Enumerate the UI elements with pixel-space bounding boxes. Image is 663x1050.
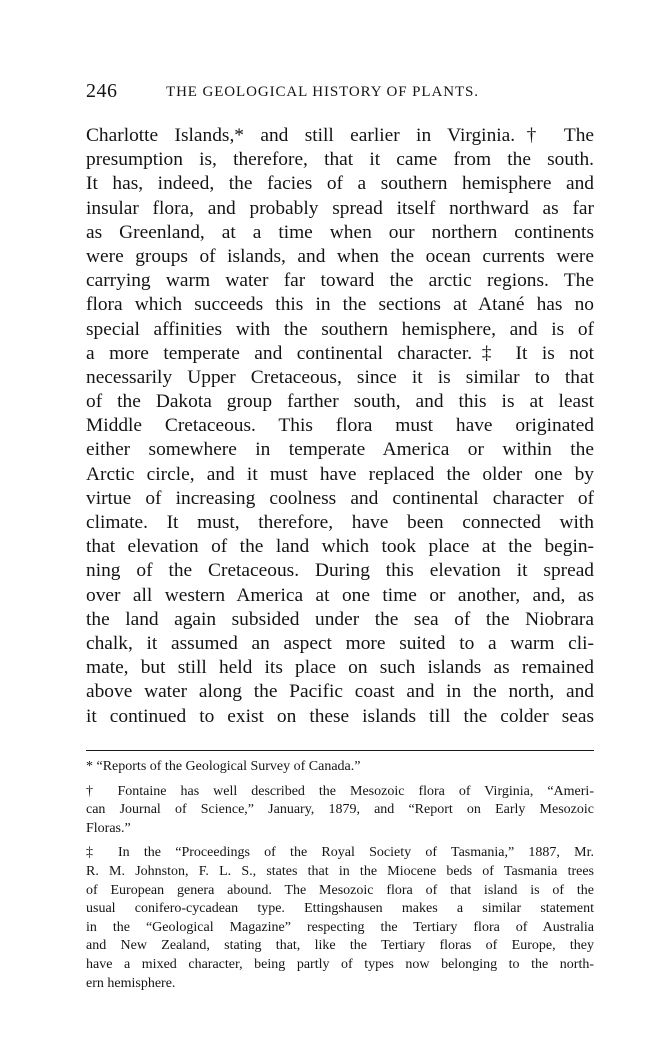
footnote — [86, 783, 594, 839]
footnote-line: ‡ In the “Proceedings of the Royal Society of Tasmania,” 1887, Mr. — [86, 845, 594, 861]
page-number: 246 — [86, 80, 118, 102]
body-line: over all western America at one time or another, and, as — [86, 584, 594, 606]
footnote-rule — [86, 750, 594, 751]
running-head — [86, 80, 594, 106]
body-line: special affinities with the southern hemisphere, and is of — [86, 318, 594, 340]
footnote-line: * “Reports of the Geological Survey of Canada.” — [86, 759, 361, 774]
body-line: above water along the Pacific coast and in the north, and — [86, 681, 594, 703]
footnote — [86, 844, 594, 993]
body-line: presumption is, therefore, that it came from the south. — [86, 149, 594, 171]
body-line: chalk, it assumed an aspect more suited to a warm cli- — [86, 632, 594, 654]
body-line: It has, indeed, the facies of a southern hemisphere and — [86, 173, 594, 195]
body-line: carrying warm water far toward the arctic regions. The — [86, 270, 594, 292]
footnote-line: and New Zealand, stating that, like the Tertiary floras of Europe, they — [86, 938, 594, 954]
footnote — [86, 758, 594, 777]
body-text — [86, 124, 594, 729]
footnotes — [86, 758, 594, 993]
body-line: the land again subsided under the sea of the Niobrara — [86, 608, 594, 630]
running-title: THE GEOLOGICAL HISTORY OF PLANTS. — [166, 84, 479, 100]
body-line: flora which succeeds this in the sections at Atané has no — [86, 294, 594, 316]
body-line: mate, but still held its place on such islands as remained — [86, 657, 594, 679]
body-line: insular flora, and probably spread itself northward as far — [86, 197, 594, 219]
footnote-line: can Journal of Science,” January, 1879, and “Report on Early Mesozoic — [86, 802, 594, 818]
footnote-line: in the “Geological Magazine” respecting the Tertiary flora of Australia — [86, 919, 594, 935]
footnote-line: R. M. Johnston, F. L. S., states that in the Miocene beds of Tasmania trees — [86, 863, 594, 879]
body-line: a more temperate and continental character.‡ It is not — [86, 342, 594, 364]
body-line: climate. It must, therefore, have been connected with — [86, 512, 594, 533]
body-line: of the Dakota group farther south, and this is at least — [86, 391, 594, 413]
footnote-line: Floras.” — [86, 820, 131, 836]
body-line: necessarily Upper Cretaceous, since it is similar to that — [86, 366, 594, 388]
footnote-line: ern hemisphere. — [86, 975, 176, 991]
footnote-line: † Fontaine has well described the Mesozoic flora of Virginia, “Ameri- — [86, 783, 594, 799]
body-line: ning of the Cretaceous. During this elevation it spread — [86, 560, 594, 582]
body-line: that elevation of the land which took place at the begin- — [86, 536, 594, 558]
body-line: virtue of increasing coolness and continental character of — [86, 487, 594, 509]
body-line: Arctic circle, and it must have replaced the older one by — [86, 463, 594, 485]
body-line: it continued to exist on these islands till the colder seas — [86, 705, 594, 727]
body-line: either somewhere in temperate America or within the — [86, 439, 594, 461]
footnote-line: have a mixed character, being partly of types now belonging to the north- — [86, 956, 594, 972]
footnote-line: usual conifero-cycadean type. Ettingshausen makes a similar statement — [86, 901, 594, 917]
body-line: were groups of islands, and when the ocean currents were — [86, 245, 594, 267]
footnote-line: of European genera abound. The Mesozoic flora of that island is of the — [86, 882, 594, 898]
body-line: Charlotte Islands,* and still earlier in Virginia.† The — [86, 125, 594, 146]
body-line: Middle Cretaceous. This flora must have originated — [86, 415, 594, 437]
body-line: as Greenland, at a time when our northern continents — [86, 221, 594, 243]
